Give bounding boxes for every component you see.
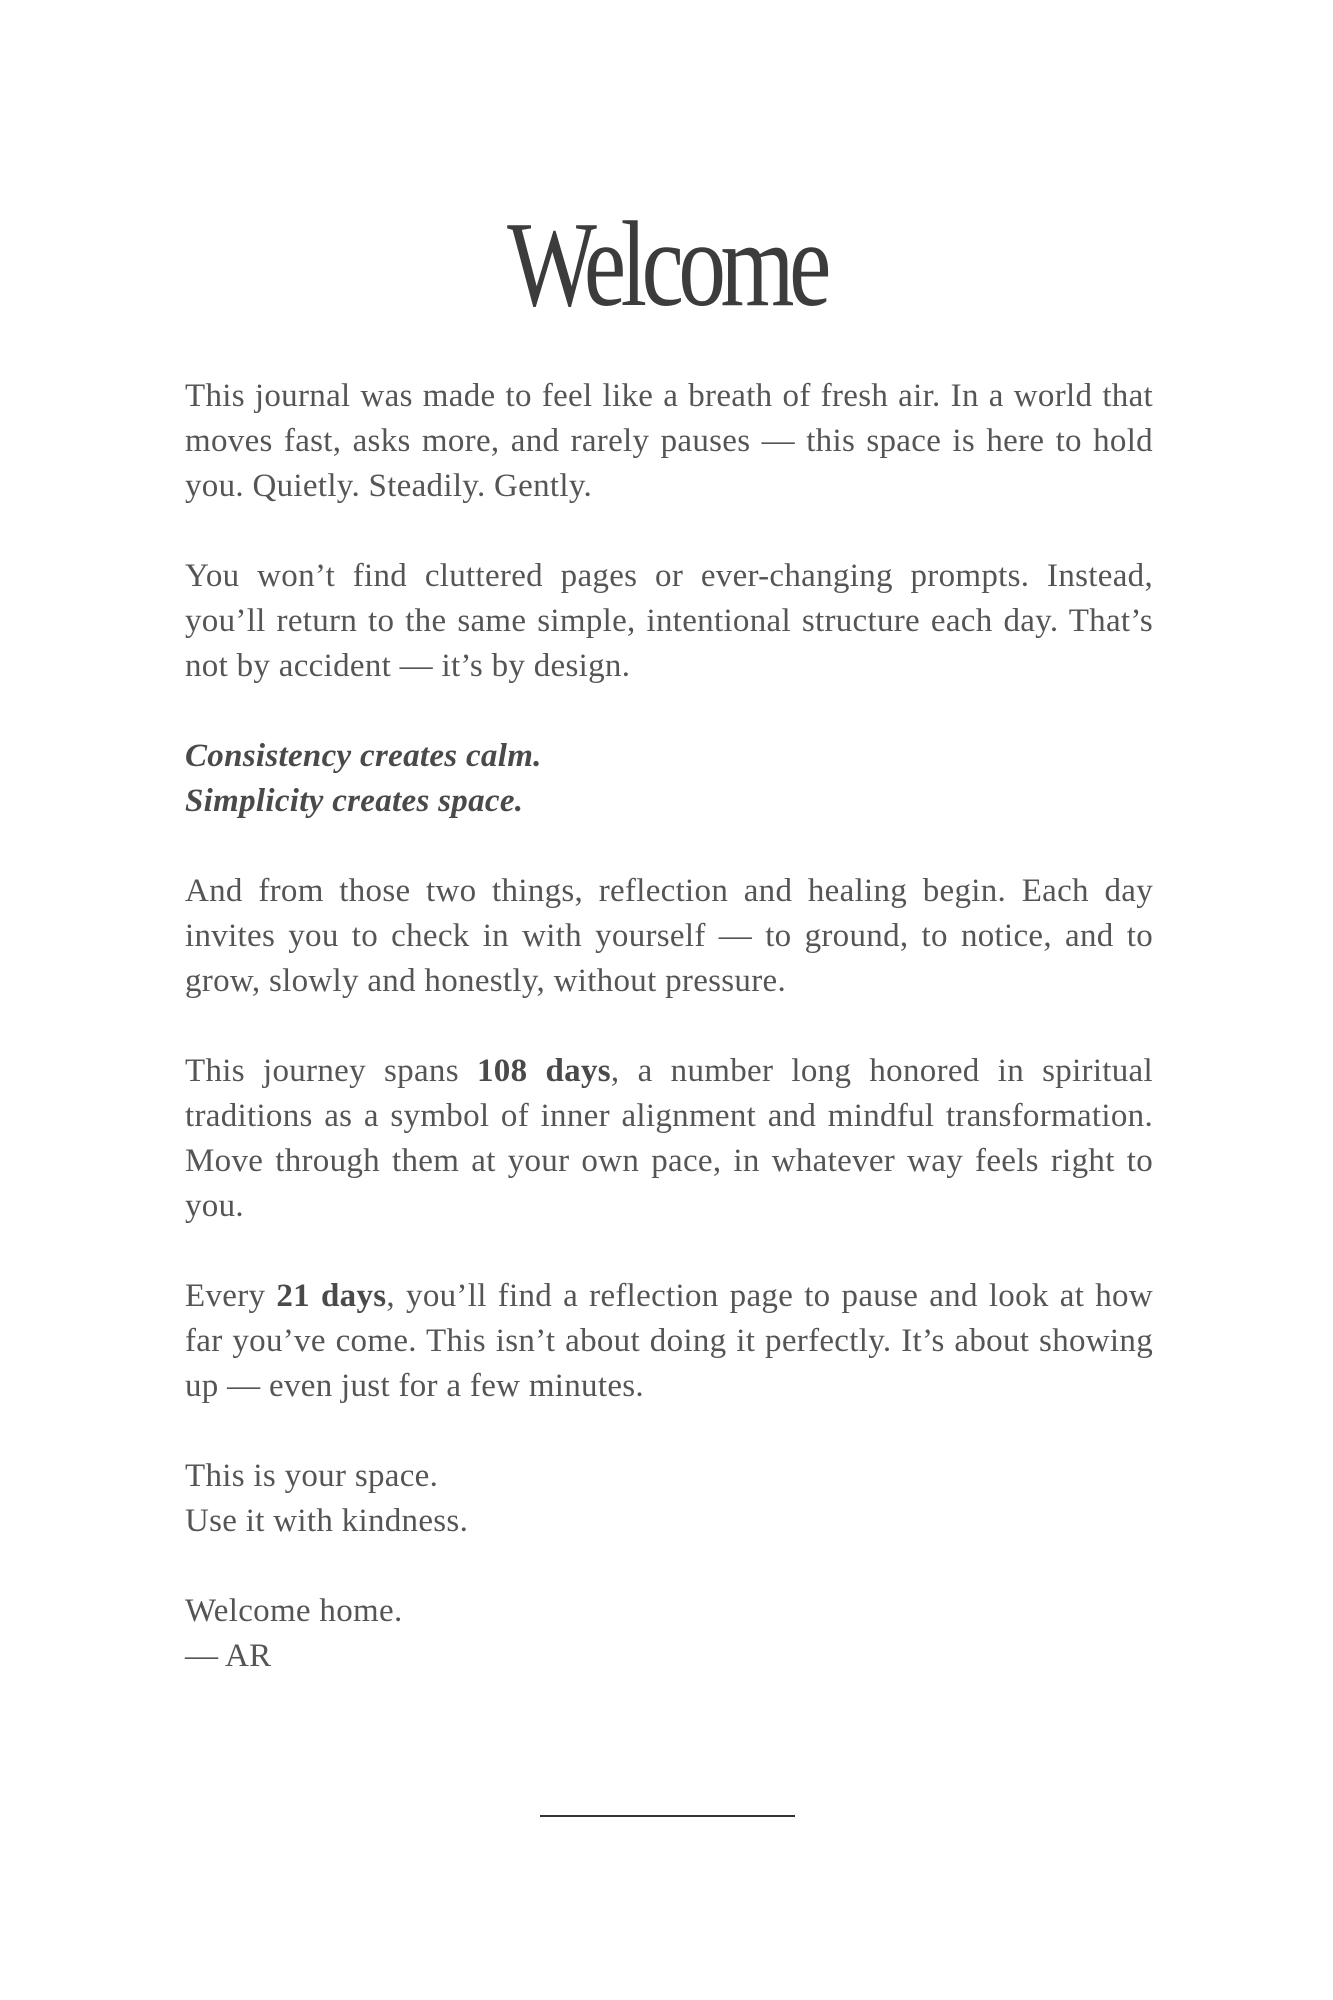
paragraph-reflection-pages	[185, 1274, 1153, 1409]
paragraph-structure: You won’t find cluttered pages or ever-changing prompts. Instead, you’ll return to the same simple, intentional structure each day. That’s not by accident — it’s by design.	[185, 558, 1153, 684]
page-title: Welcome	[507, 197, 826, 332]
bottom-divider	[540, 1815, 795, 1817]
paragraph-intro: This journal was made to feel like a breath of fresh air. In a world that moves fast, asks more, and rarely pauses — this space is here to hold you. Quietly. Steadily. Gently.	[185, 378, 1153, 504]
journey-days: 108 days	[476, 1053, 611, 1089]
reflection-text-start: Every	[185, 1278, 277, 1314]
paragraph-journey	[185, 1049, 1153, 1229]
paragraph-reflection: And from those two things, reflection and healing begin. Each day invites you to check in with yourself — to ground, to notice, and to grow, slowly and honestly, without pressure.	[185, 873, 1153, 999]
emphasis-line-consistency: Consistency creates calm.	[185, 738, 542, 774]
emphasis-block	[185, 734, 1153, 824]
journey-text-end: , a number long honored in spiritual traditions as a symbol of inner alignment and mindful transformation. Move through them at your own pace, in whatever way feels right to you.	[185, 1053, 1153, 1224]
closing-line-space: This is your space.	[185, 1458, 439, 1494]
signoff-welcome-home: Welcome home.	[185, 1593, 403, 1629]
welcome-text	[185, 374, 1153, 1724]
journey-text-start: This journey spans	[185, 1053, 477, 1089]
reflection-text-end: , you’ll find a reflection page to pause and look at how far you’ve come. This isn’t about doing it perfectly. It’s about showing up — even just for a few minutes.	[185, 1278, 1153, 1404]
closing-block	[185, 1454, 1153, 1544]
reflection-days: 21 days	[276, 1278, 387, 1314]
signoff-author: — AR	[185, 1638, 272, 1674]
emphasis-line-simplicity: Simplicity creates space.	[185, 783, 524, 819]
closing-line-kindness: Use it with kindness.	[185, 1503, 469, 1539]
signoff-block	[185, 1589, 1153, 1679]
